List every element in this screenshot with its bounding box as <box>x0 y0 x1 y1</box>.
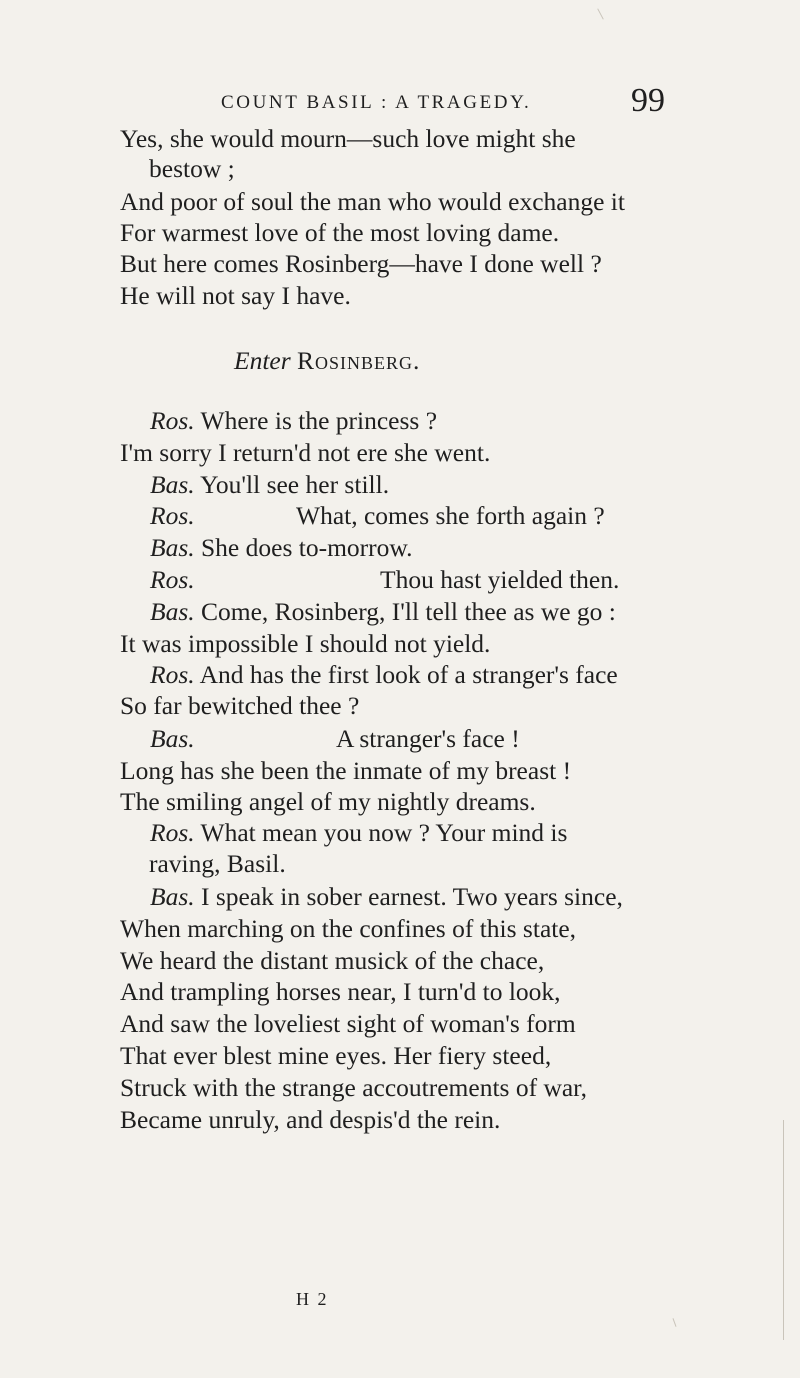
dialogue-text: What mean you now ? Your mind is <box>200 818 568 847</box>
dialogue-line: Became unruly, and despis'd the rein. <box>120 1105 501 1134</box>
page-edge-line <box>783 1120 784 1340</box>
dialogue-line <box>150 659 618 691</box>
speaker-label: Ros. <box>150 565 195 594</box>
page-number: 99 <box>631 82 665 119</box>
signature-mark: H 2 <box>296 1289 329 1309</box>
dialogue-line <box>150 405 437 437</box>
speaker-label: Bas. <box>150 470 195 499</box>
verse-line: But here comes Rosinberg—have I done well ? <box>120 249 602 278</box>
dialogue-line: We heard the distant musick of the chace, <box>120 946 545 975</box>
verse-line: Yes, she would mourn—such love might she <box>120 124 576 153</box>
speaker-label: Ros. <box>150 406 195 435</box>
dialogue-line: And saw the loveliest sight of woman's form <box>120 1009 576 1038</box>
dialogue-line: raving, Basil. <box>149 849 286 878</box>
dialogue-text: I speak in sober earnest. Two years since, <box>201 882 623 911</box>
dialogue-text: Thou hast yielded then. <box>380 565 620 594</box>
dialogue-line: The smiling angel of my nightly dreams. <box>120 787 536 816</box>
dialogue-line: So far bewitched thee ? <box>120 691 360 720</box>
dialogue-text: You'll see her still. <box>200 470 390 499</box>
verse-line: bestow ; <box>149 154 235 183</box>
verse-line: For warmest love of the most loving dame. <box>120 218 560 247</box>
dialogue-line <box>150 596 616 628</box>
dialogue-line: Long has she been the inmate of my breast ! <box>120 756 572 785</box>
dialogue-line: I'm sorry I return'd not ere she went. <box>120 438 491 467</box>
dialogue-line <box>150 564 620 596</box>
dialogue-text: What, comes she forth again ? <box>296 501 605 530</box>
dialogue-line: Struck with the strange accoutrements of war, <box>120 1073 588 1102</box>
dialogue-text: A stranger's face ! <box>336 724 520 753</box>
running-title: COUNT BASIL : A TRAGEDY. <box>221 92 532 113</box>
stage-direction-enter: Enter <box>234 346 291 375</box>
verse-line: He will not say I have. <box>120 281 351 310</box>
dialogue-line <box>150 532 413 564</box>
dialogue-text: And has the first look of a stranger's face <box>199 660 618 689</box>
stage-direction <box>234 345 420 377</box>
speaker-label: Bas. <box>150 597 195 626</box>
dialogue-line: And trampling horses near, I turn'd to look, <box>120 977 561 1006</box>
dialogue-line <box>150 500 605 532</box>
speaker-label: Bas. <box>150 882 195 911</box>
speaker-label: Bas. <box>150 533 195 562</box>
dialogue-text: She does to-morrow. <box>201 533 413 562</box>
speaker-label: Bas. <box>150 724 195 753</box>
dialogue-line <box>150 469 389 501</box>
speaker-label: Ros. <box>150 818 195 847</box>
dialogue-line <box>150 817 567 849</box>
speaker-label: Ros. <box>150 660 195 689</box>
speaker-label: Ros. <box>150 501 195 530</box>
stage-direction-character: Rosinberg. <box>297 346 421 375</box>
verse-line: And poor of soul the man who would exchange it <box>120 187 625 216</box>
dialogue-text: Where is the princess ? <box>200 406 438 435</box>
dialogue-line <box>150 723 520 755</box>
dialogue-line <box>150 881 623 913</box>
dialogue-line: When marching on the confines of this state, <box>120 914 577 943</box>
dialogue-text: Come, Rosinberg, I'll tell thee as we go : <box>201 597 616 626</box>
dialogue-line: It was impossible I should not yield. <box>120 629 491 658</box>
dialogue-line: That ever blest mine eyes. Her fiery steed, <box>120 1041 552 1070</box>
